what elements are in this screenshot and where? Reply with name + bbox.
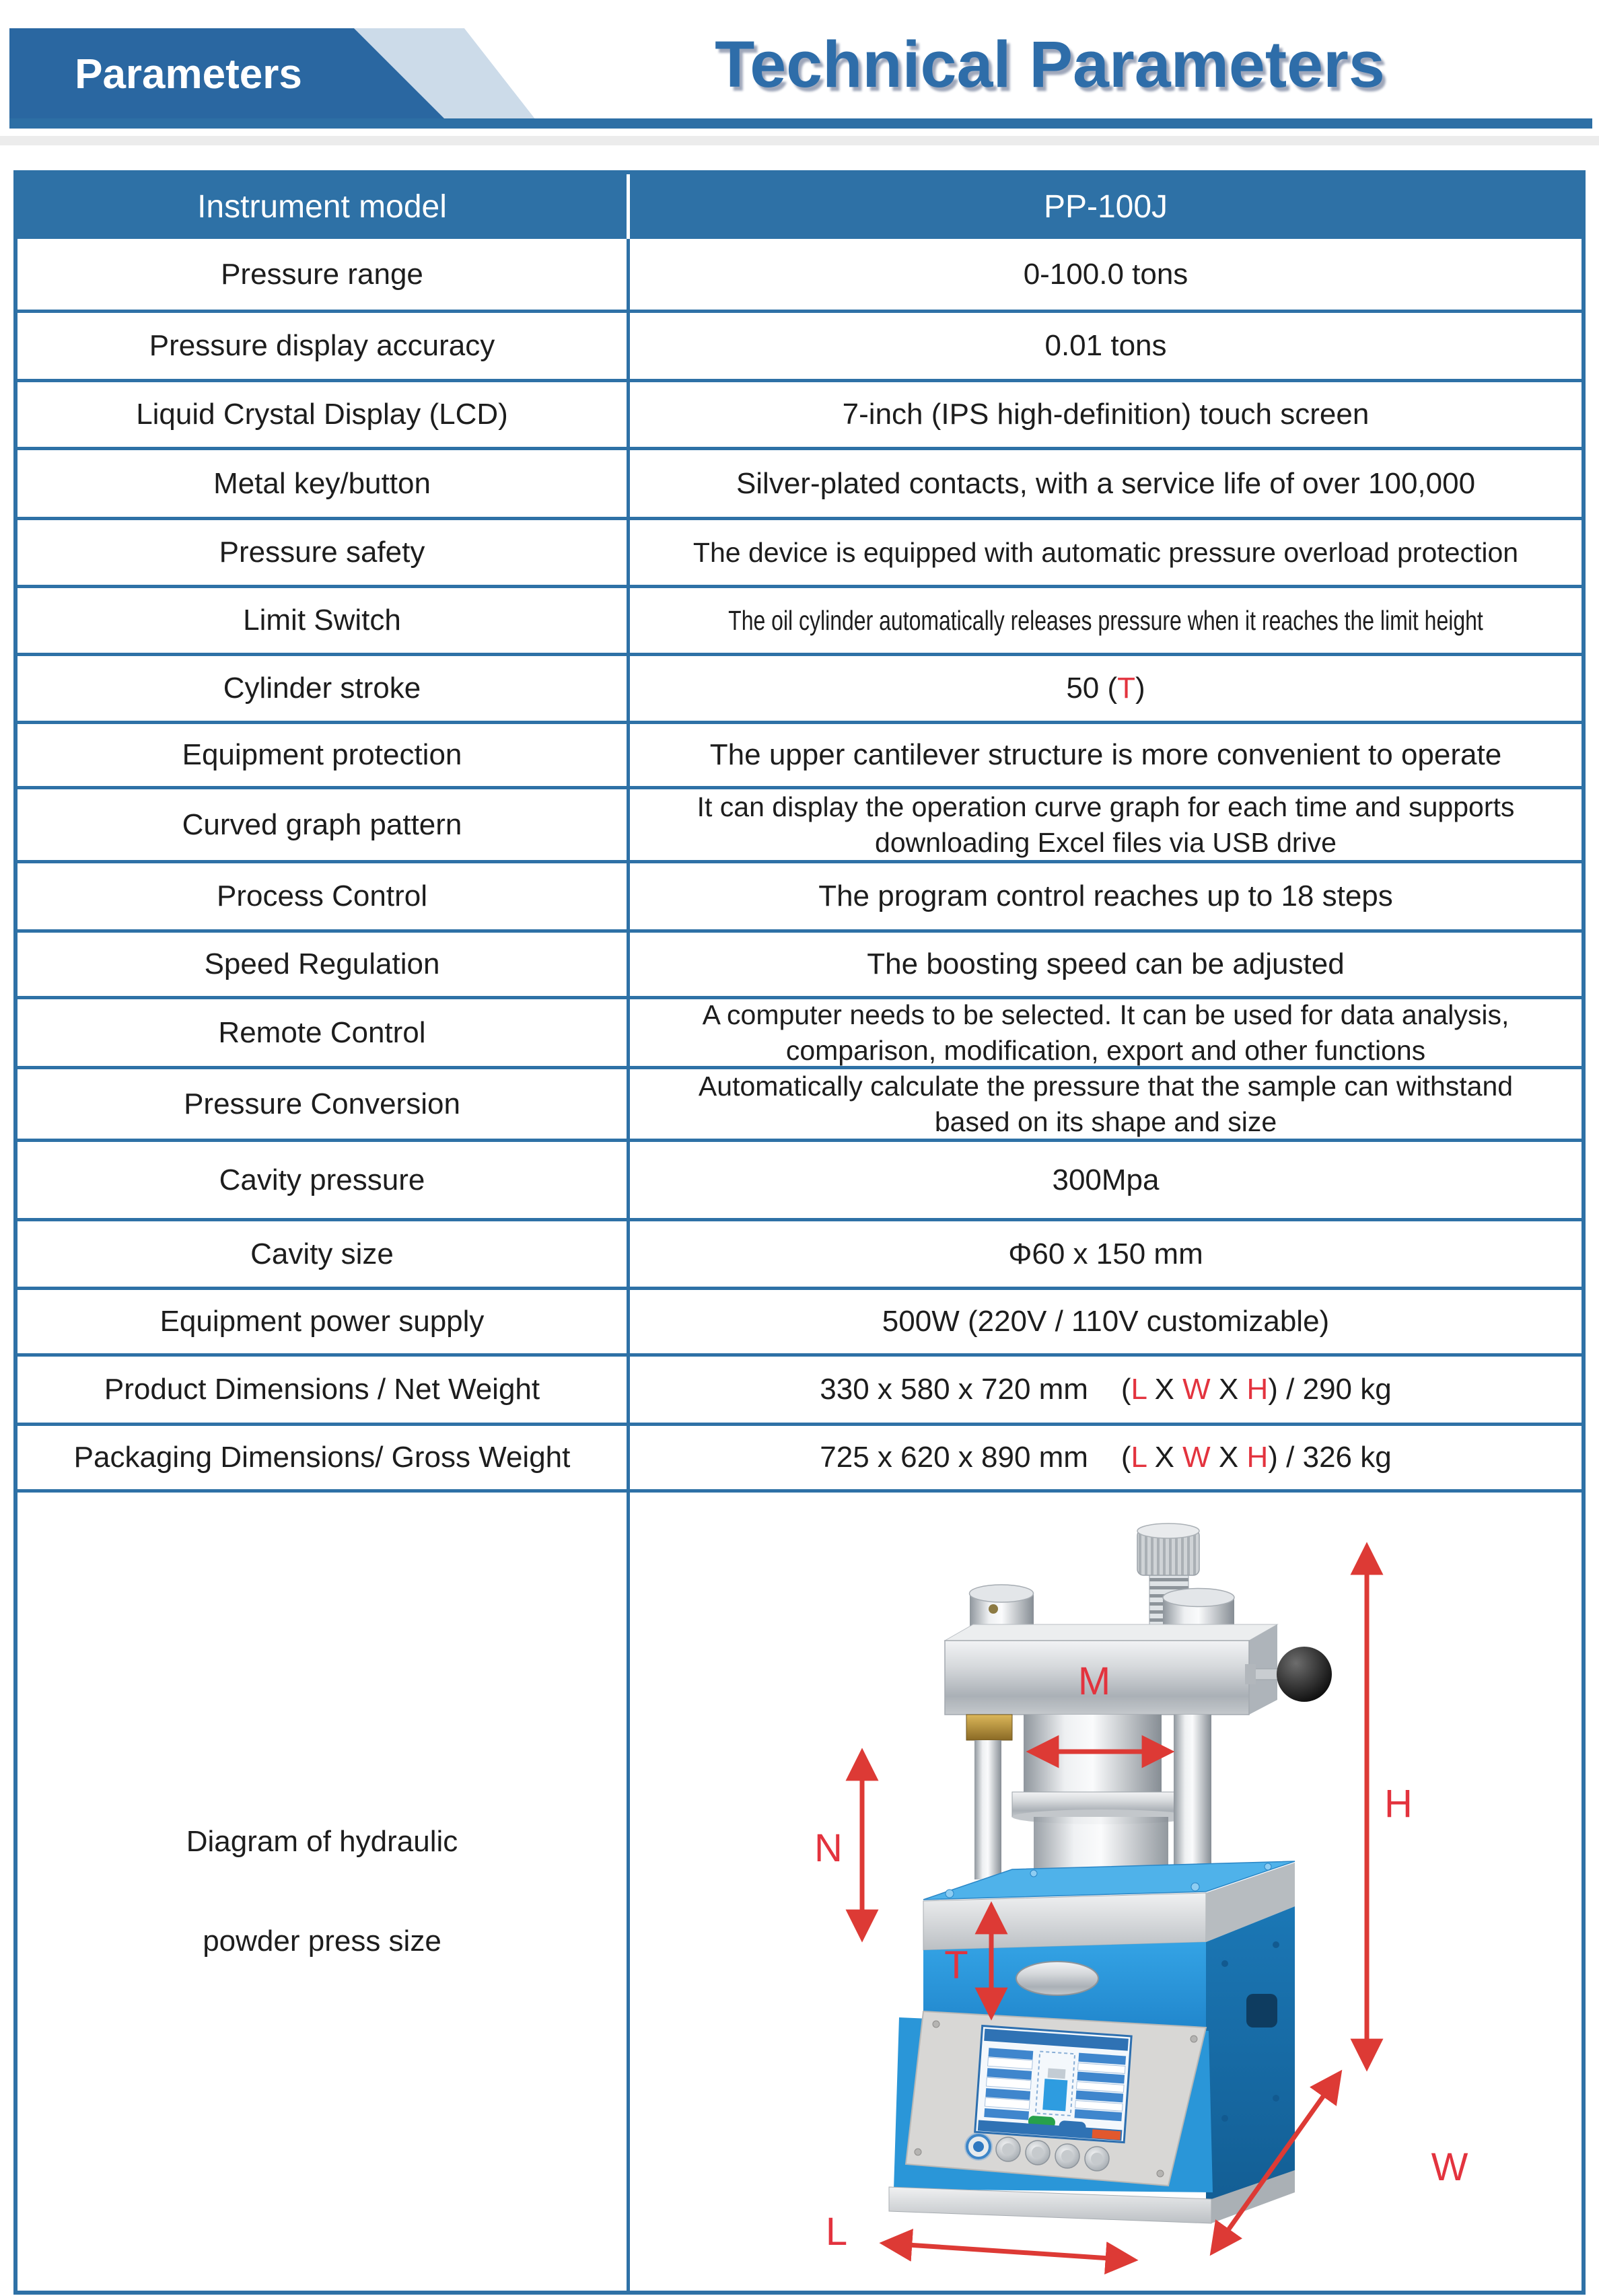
row-value	[630, 1357, 1582, 1423]
spec-table	[13, 170, 1586, 2295]
table-row	[17, 1218, 1582, 1287]
value-red-segment: W	[1182, 1373, 1211, 1406]
touch-screen[interactable]	[975, 2026, 1131, 2143]
diagram-label-line1: Diagram of hydraulic	[186, 1825, 458, 1858]
row-value	[630, 863, 1582, 929]
diagram-label	[17, 1493, 630, 2291]
row-value	[630, 933, 1582, 996]
row-value	[630, 724, 1582, 786]
row-value	[630, 656, 1582, 721]
table-row	[17, 379, 1582, 447]
row-label: Equipment protection	[17, 724, 630, 786]
value-segment: 50 (	[1066, 672, 1118, 705]
table-row	[17, 653, 1582, 721]
table-row	[17, 786, 1582, 860]
value-red-segment: H	[1246, 1373, 1269, 1406]
value-segment: 725 x 620 x 890 mm (	[820, 1441, 1131, 1474]
value-segment: 300Mpa	[1052, 1163, 1160, 1196]
row-label: Product Dimensions / Net Weight	[17, 1357, 630, 1423]
value-segment: 330 x 580 x 720 mm (	[820, 1373, 1131, 1406]
value-segment: 7-inch (IPS high-definition) touch screen	[842, 398, 1370, 431]
control-panel	[906, 2011, 1206, 2186]
row-value	[630, 1142, 1582, 1218]
diagram-label-line2: powder press size	[203, 1925, 441, 1958]
row-value	[630, 1221, 1582, 1287]
table-header-row	[17, 174, 1582, 239]
row-value	[630, 382, 1582, 447]
header-label-cell: Instrument model	[17, 174, 630, 239]
value-segment: It can display the operation curve graph for each time and supports downloading Excel files via USB drive	[697, 791, 1522, 858]
value-segment: Φ60 x 150 mm	[1008, 1237, 1203, 1270]
value-red-segment: L	[1131, 1441, 1147, 1474]
value-segment: Silver-plated contacts, with a service life of over 100,000	[736, 466, 1476, 500]
row-value	[630, 450, 1582, 517]
row-label: Cylinder stroke	[17, 656, 630, 721]
table-row	[17, 721, 1582, 786]
value-red-segment: T	[1117, 672, 1136, 705]
table-row	[17, 1423, 1582, 1489]
side-handle-cutout	[1246, 1994, 1277, 2028]
row-label: Liquid Crystal Display (LCD)	[17, 382, 630, 447]
banner-label: Parameters	[75, 50, 302, 98]
value-segment: X	[1210, 1441, 1247, 1474]
value-segment: ) / 326 kg	[1268, 1441, 1392, 1474]
diagram-image-cell	[630, 1493, 1582, 2291]
dim-label-T: T	[944, 1943, 968, 1987]
row-value	[630, 999, 1582, 1066]
header-value-cell: PP-100J	[1043, 188, 1168, 225]
row-label: Packaging Dimensions/ Gross Weight	[17, 1426, 630, 1489]
table-rows	[17, 239, 1582, 1489]
table-row	[17, 517, 1582, 585]
table-row	[17, 860, 1582, 929]
table-row	[17, 310, 1582, 379]
value-segment: X	[1210, 1373, 1247, 1406]
value-segment: 0-100.0 tons	[1023, 257, 1188, 291]
row-value	[630, 789, 1582, 860]
value-segment: The upper cantilever structure is more convenient to operate	[709, 738, 1502, 771]
value-segment: X	[1146, 1373, 1183, 1406]
table-row	[17, 447, 1582, 517]
value-segment: The device is equipped with automatic pressure overload protection	[692, 536, 1519, 568]
table-row	[17, 1353, 1582, 1423]
value-red-segment: W	[1182, 1441, 1211, 1474]
dim-label-H: H	[1384, 1782, 1413, 1826]
value-red-segment: L	[1131, 1373, 1147, 1406]
value-segment: The program control reaches up to 18 steps	[818, 880, 1393, 912]
table-row	[17, 1287, 1582, 1353]
row-value	[630, 313, 1582, 379]
row-label: Equipment power supply	[17, 1290, 630, 1353]
front-handle	[1016, 1962, 1098, 1995]
value-segment: 0.01 tons	[1044, 329, 1167, 362]
table-row	[17, 585, 1582, 653]
table-row	[17, 1066, 1582, 1139]
press-crossbar	[945, 1624, 1277, 1715]
row-value	[630, 1069, 1582, 1139]
press-piston	[1012, 1715, 1191, 1871]
row-label: Speed Regulation	[17, 933, 630, 996]
row-label: Cavity size	[17, 1221, 630, 1287]
table-row	[17, 996, 1582, 1066]
dim-label-L: L	[825, 2210, 848, 2254]
row-label: Pressure Conversion	[17, 1069, 630, 1139]
table-row	[17, 1139, 1582, 1218]
table-row	[17, 929, 1582, 996]
row-label: Cavity pressure	[17, 1142, 630, 1218]
press-machine	[889, 1523, 1332, 2223]
value-segment: )	[1135, 672, 1145, 705]
press-machine-illustration	[630, 1493, 1582, 2291]
row-value	[630, 520, 1582, 585]
dim-label-N: N	[814, 1826, 843, 1870]
value-segment: The oil cylinder automatically releases pressure when it reaches the limit height	[728, 604, 1483, 636]
page-title: Technical Parameters	[715, 28, 1385, 101]
row-value	[630, 1426, 1582, 1489]
value-segment: A computer needs to be selected. It can be used for data analysis, comparison, modification, export and other functions	[702, 999, 1517, 1066]
row-value	[630, 239, 1582, 310]
row-value	[630, 588, 1582, 653]
row-label: Process Control	[17, 863, 630, 929]
dim-label-M: M	[1077, 1659, 1111, 1703]
row-label: Curved graph pattern	[17, 789, 630, 860]
value-segment: X	[1146, 1441, 1183, 1474]
diagram-row	[17, 1489, 1582, 2291]
value-segment: Automatically calculate the pressure that the sample can withstand based on its shape and size	[698, 1071, 1521, 1137]
row-label: Pressure range	[17, 239, 630, 310]
row-label: Limit Switch	[17, 588, 630, 653]
row-label: Pressure safety	[17, 520, 630, 585]
banner-shadow-band	[0, 136, 1599, 145]
table-row	[17, 239, 1582, 310]
banner-underline-bar	[9, 118, 1592, 129]
row-value	[630, 1290, 1582, 1353]
value-segment: 500W (220V / 110V customizable)	[882, 1305, 1330, 1338]
value-segment: ) / 290 kg	[1268, 1373, 1392, 1406]
row-label: Metal key/button	[17, 450, 630, 517]
value-segment: The boosting speed can be adjusted	[867, 947, 1345, 980]
row-label: Pressure display accuracy	[17, 313, 630, 379]
press-right-post	[1174, 1715, 1211, 1890]
press-left-rod	[966, 1715, 1012, 1879]
dim-label-W: W	[1431, 2145, 1468, 2189]
dim-arrow-L	[888, 2244, 1130, 2260]
row-label: Remote Control	[17, 999, 630, 1066]
value-red-segment: H	[1246, 1441, 1269, 1474]
